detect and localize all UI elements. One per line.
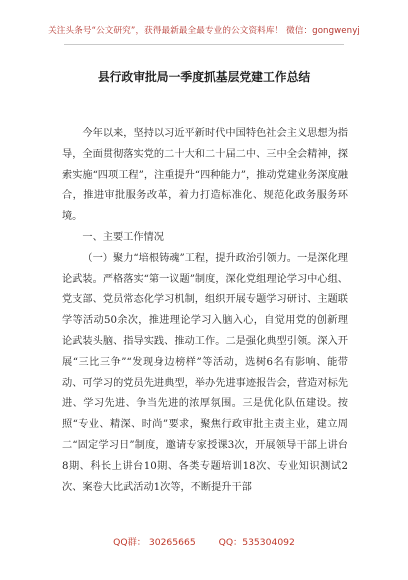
qq-group-number: QQ群： 30265665: [113, 537, 196, 548]
document-title: 县行政审批局一季度抓基层党建工作总结: [97, 70, 311, 84]
promo-banner: 关注头条号“公文研究”，获得最新最全最专业的公文资料库！ 微信：gongwenyj: [48, 26, 360, 36]
body-paragraph: （一）聚力“培根铸魂”工程，提升政治引领力。一是深化理论武装。严格落实“第一议题”制度，深化党组理论学习中心组、党支部、党员常态化学习机制，组织开展专题学习研讨、主题联学等活动50余次，推进理论学习入脑入心，自觉用党的创新理论武装头脑、指导实践、推动工作。二是强化典型引领。深入开展“三比三争”“发现身边榜样”等活动，选树6名有影响、能带动、可学习的党员先进典型，举办先进事迹报告会，营造对标先进、学习先进、争当先进的浓厚氛围。三是优化队伍建设。按照“专业、精深、时尚”要求，聚焦行政审批主责主业，建立周二“固定学习日”制度，邀请专家授课3次，开展领导干部上讲台8期、科长上讲台10期、各类专题培训18次、专业知识测试2次、案卷大比武活动1次等，不断提升干部: [62, 252, 348, 493]
section-heading: 一、主要工作情况: [82, 231, 164, 243]
intro-paragraph: 今年以来，坚持以习近平新时代中国特色社会主义思想为指导，全面贯彻落实党的二十大和二十届二中、三中全会精神，探索实施“四项工程”，注重提升“四种能力”，推动党建业务深度融合，推进审批服务改革，着力打造标准化、规范化政务服务环境。: [62, 128, 348, 223]
qq-number: QQ：535304092: [218, 537, 295, 548]
footer-contact: [0, 534, 408, 548]
document-body: [62, 124, 348, 498]
header-divider: [64, 44, 344, 45]
